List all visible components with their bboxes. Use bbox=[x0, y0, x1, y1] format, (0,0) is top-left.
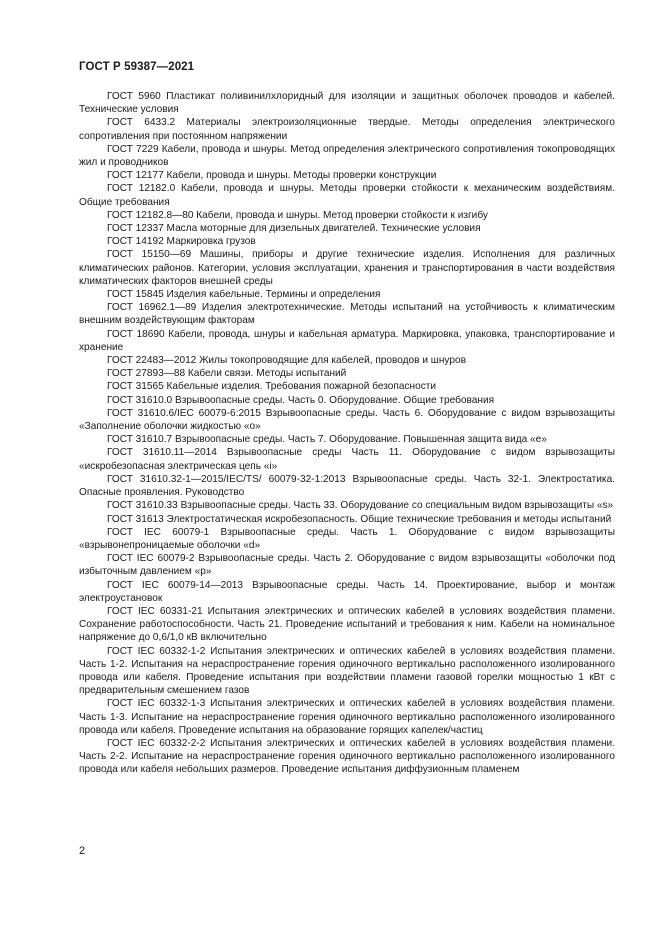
reference-entry: ГОСТ 12182.8—80 Кабели, провода и шнуры. Метод проверки стойкости к изгибу bbox=[107, 209, 488, 221]
reference-entry: ГОСТ IEC 60332-2-2 Испытания электрических и оптических кабелей в условиях воздействия пламени. Часть 2-2. Испытание на нераспространение горения одиночного вертикально расположенного изолированного провода или кабеля небольших размеров. Проведение испытания диффузионным пламенем bbox=[79, 737, 615, 776]
reference-entry: ГОСТ 31565 Кабельные изделия. Требования пожарной безопасности bbox=[107, 381, 437, 393]
reference-entry: ГОСТ 5960 Пластикат поливинилхлоридный для изоляции и защитных оболочек проводов и кабелей. Технические условия bbox=[79, 91, 615, 116]
reference-entry: ГОСТ IEC 60332-1-2 Испытания электрических и оптических кабелей в условиях воздействия пламени. Часть 1-2. Испытания на нераспространение горения одиночного вертикально расположенного изолированного провода или кабеля. Проведение испытания при воздействии пламени газовой горелки мощностью 1 кВт с предварительным смешением газов bbox=[79, 645, 615, 697]
reference-entry: ГОСТ 15845 Изделия кабельные. Термины и определения bbox=[107, 289, 381, 301]
reference-entry: ГОСТ 31610.33 Взрывоопасные среды. Часть 33. Оборудование со специальным видом взрывозащиты «s» bbox=[107, 500, 614, 512]
reference-entry: ГОСТ 6433.2 Материалы электроизоляционные твердые. Методы определения электрического сопротивления при постоянном напряжении bbox=[79, 117, 615, 142]
reference-entry: ГОСТ 27893—88 Кабели связи. Методы испытаний bbox=[107, 368, 347, 380]
reference-entry: ГОСТ IEC 60332-1-3 Испытания электрических и оптических кабелей в условиях воздействия пламени. Часть 1-3. Испытание на нераспространение горения одиночного вертикально расположенного изолированного провода или кабеля. Проведение испытания на образование горящих капелек/частиц bbox=[79, 698, 615, 736]
reference-entry: ГОСТ 12182.0 Кабели, провода и шнуры. Методы проверки стойкости к механическим воздействиям. Общие требования bbox=[79, 183, 615, 208]
reference-entry: ГОСТ 16962.1—89 Изделия электротехнические. Методы испытаний на устойчивость к климатическим внешним воздействующим факторам bbox=[79, 302, 615, 327]
reference-entry: ГОСТ 14192 Маркировка грузов bbox=[107, 236, 256, 248]
reference-entry: ГОСТ 12337 Масла моторные для дизельных двигателей. Технические условия bbox=[107, 223, 481, 235]
reference-entry: ГОСТ IEC 60079-14—2013 Взрывоопасные среды. Часть 14. Проектирование, выбор и монтаж электроустановок bbox=[79, 579, 615, 604]
reference-entry: ГОСТ 31610.32-1—2015/IEC/TS/ 60079-32-1:2013 Взрывоопасные среды. Часть 32-1. Электростатика. Опасные проявления. Руководство bbox=[79, 473, 615, 499]
reference-entry: ГОСТ 7229 Кабели, провода и шнуры. Метод определения электрического сопротивления токопроводящих жил и проводников bbox=[79, 143, 615, 169]
reference-entry: ГОСТ 18690 Кабели, провода, шнуры и кабельная арматура. Маркировка, упаковка, транспортирование и хранение bbox=[79, 328, 615, 353]
reference-entry: ГОСТ 31613 Электростатическая искробезопасность. Общие технические требования и методы испытаний bbox=[107, 513, 612, 525]
document-header: ГОСТ Р 59387—2021 bbox=[79, 61, 195, 73]
reference-entry: ГОСТ IEC 60079-2 Взрывоопасные среды. Часть 2. Оборудование с видом взрывозащиты «оболочки под избыточным давлением «p» bbox=[79, 553, 615, 578]
normative-references-list bbox=[79, 90, 615, 777]
reference-entry: ГОСТ 31610.6/IEC 60079-6:2015 Взрывоопасные среды. Часть 6. Оборудование с видом взрывозащиты «Заполнение оболочки жидкостью «о» bbox=[79, 407, 615, 433]
reference-entry: ГОСТ 15150—69 Машины, приборы и другие технические изделия. Исполнения для различных климатических районов. Категории, условия эксплуатации, хранения и транспортирования в части воздействия климатических факторов внешней среды bbox=[79, 249, 615, 287]
reference-entry: ГОСТ 31610.0 Взрывоопасные среды. Часть 0. Оборудование. Общие требования bbox=[107, 394, 495, 406]
reference-entry: ГОСТ IEC 60331-21 Испытания электрических и оптических кабелей в условиях воздействия пламени. Сохранение работоспособности. Часть 21. Проведение испытаний и требования к ним. Кабели на номинальное напряжение до 0,6/1,0 кВ включительно bbox=[79, 605, 615, 644]
page-number: 2 bbox=[79, 845, 86, 857]
reference-entry: ГОСТ IEC 60079-1 Взрывоопасные среды. Часть 1. Оборудование с видом взрывозащиты «взрывонепроницаемые оболочки «d» bbox=[79, 526, 615, 551]
reference-entry: ГОСТ 22483—2012 Жилы токопроводящие для кабелей, проводов и шнуров bbox=[107, 355, 466, 367]
reference-entry: ГОСТ 31610.11—2014 Взрывоопасные среды Часть 11. Оборудование с видом взрывозащиты «искробезопасная электрическая цепь «i» bbox=[79, 447, 615, 472]
reference-entry: ГОСТ 12177 Кабели, провода и шнуры. Методы проверки конструкции bbox=[107, 170, 437, 182]
reference-entry: ГОСТ 31610.7 Взрывоопасные среды. Часть 7. Оборудование. Повышенная защита вида «е» bbox=[107, 434, 547, 446]
